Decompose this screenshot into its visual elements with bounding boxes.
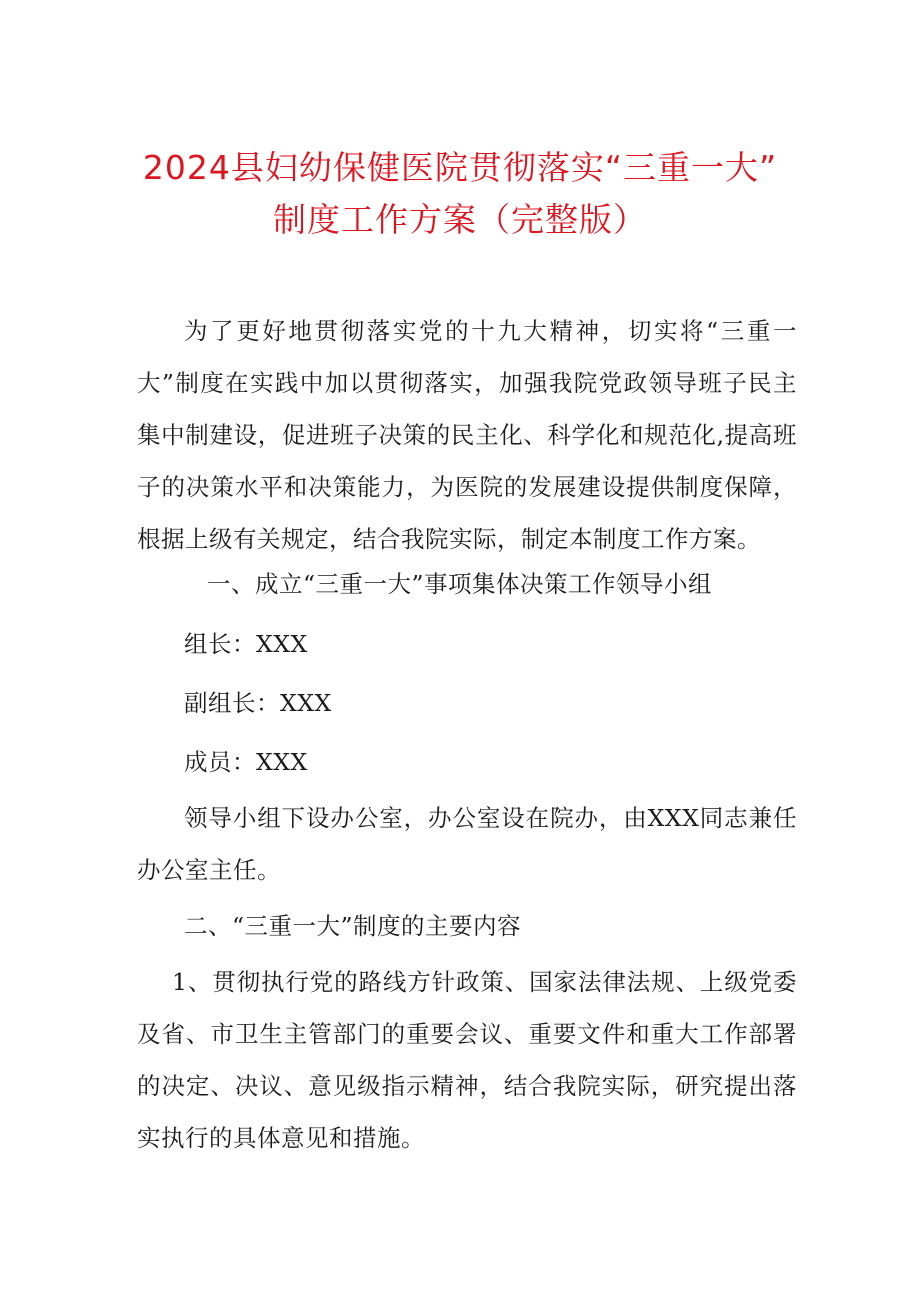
office-note-paragraph: 领导小组下设办公室，办公室设在院办，由XXX同志兼任办公室主任。 [137,804,797,884]
intro-paragraph: 为了更好地贯彻落实党的十九大精神，切实将“三重一大”制度在实践中加以贯彻落实，加强我院党政领导班子民主集中制建设，促进班子决策的民主化、科学化和规范化,提高班子的决策水平和决策能力，为医院的发展建设提供制度保障，根据上级有关规定，结合我院实际，制定本制度工作方案。 [137,317,797,553]
section1-heading: 一、成立“三重一大”事项集体决策工作领导小组 [207,570,713,598]
members-line: 成员：XXX [184,748,308,776]
section2-heading: 二、“三重一大”制度的主要内容 [184,912,522,940]
leader-line: 组长：XXX [184,630,308,658]
deputy-leader-line: 副组长：XXX [184,689,332,717]
document-title-line1: 2024县妇幼保健医院贯彻落实“三重一大” [142,148,778,187]
document-title-line2: 制度工作方案（完整版） [273,200,647,239]
item1-paragraph: 1、贯彻执行党的路线方针政策、国家法律法规、上级党委及省、市卫生主管部门的重要会议、重要文件和重大工作部署的决定、决议、意见级指示精神，结合我院实际，研究提出落实执行的具体意见和措施。 [137,968,797,1152]
